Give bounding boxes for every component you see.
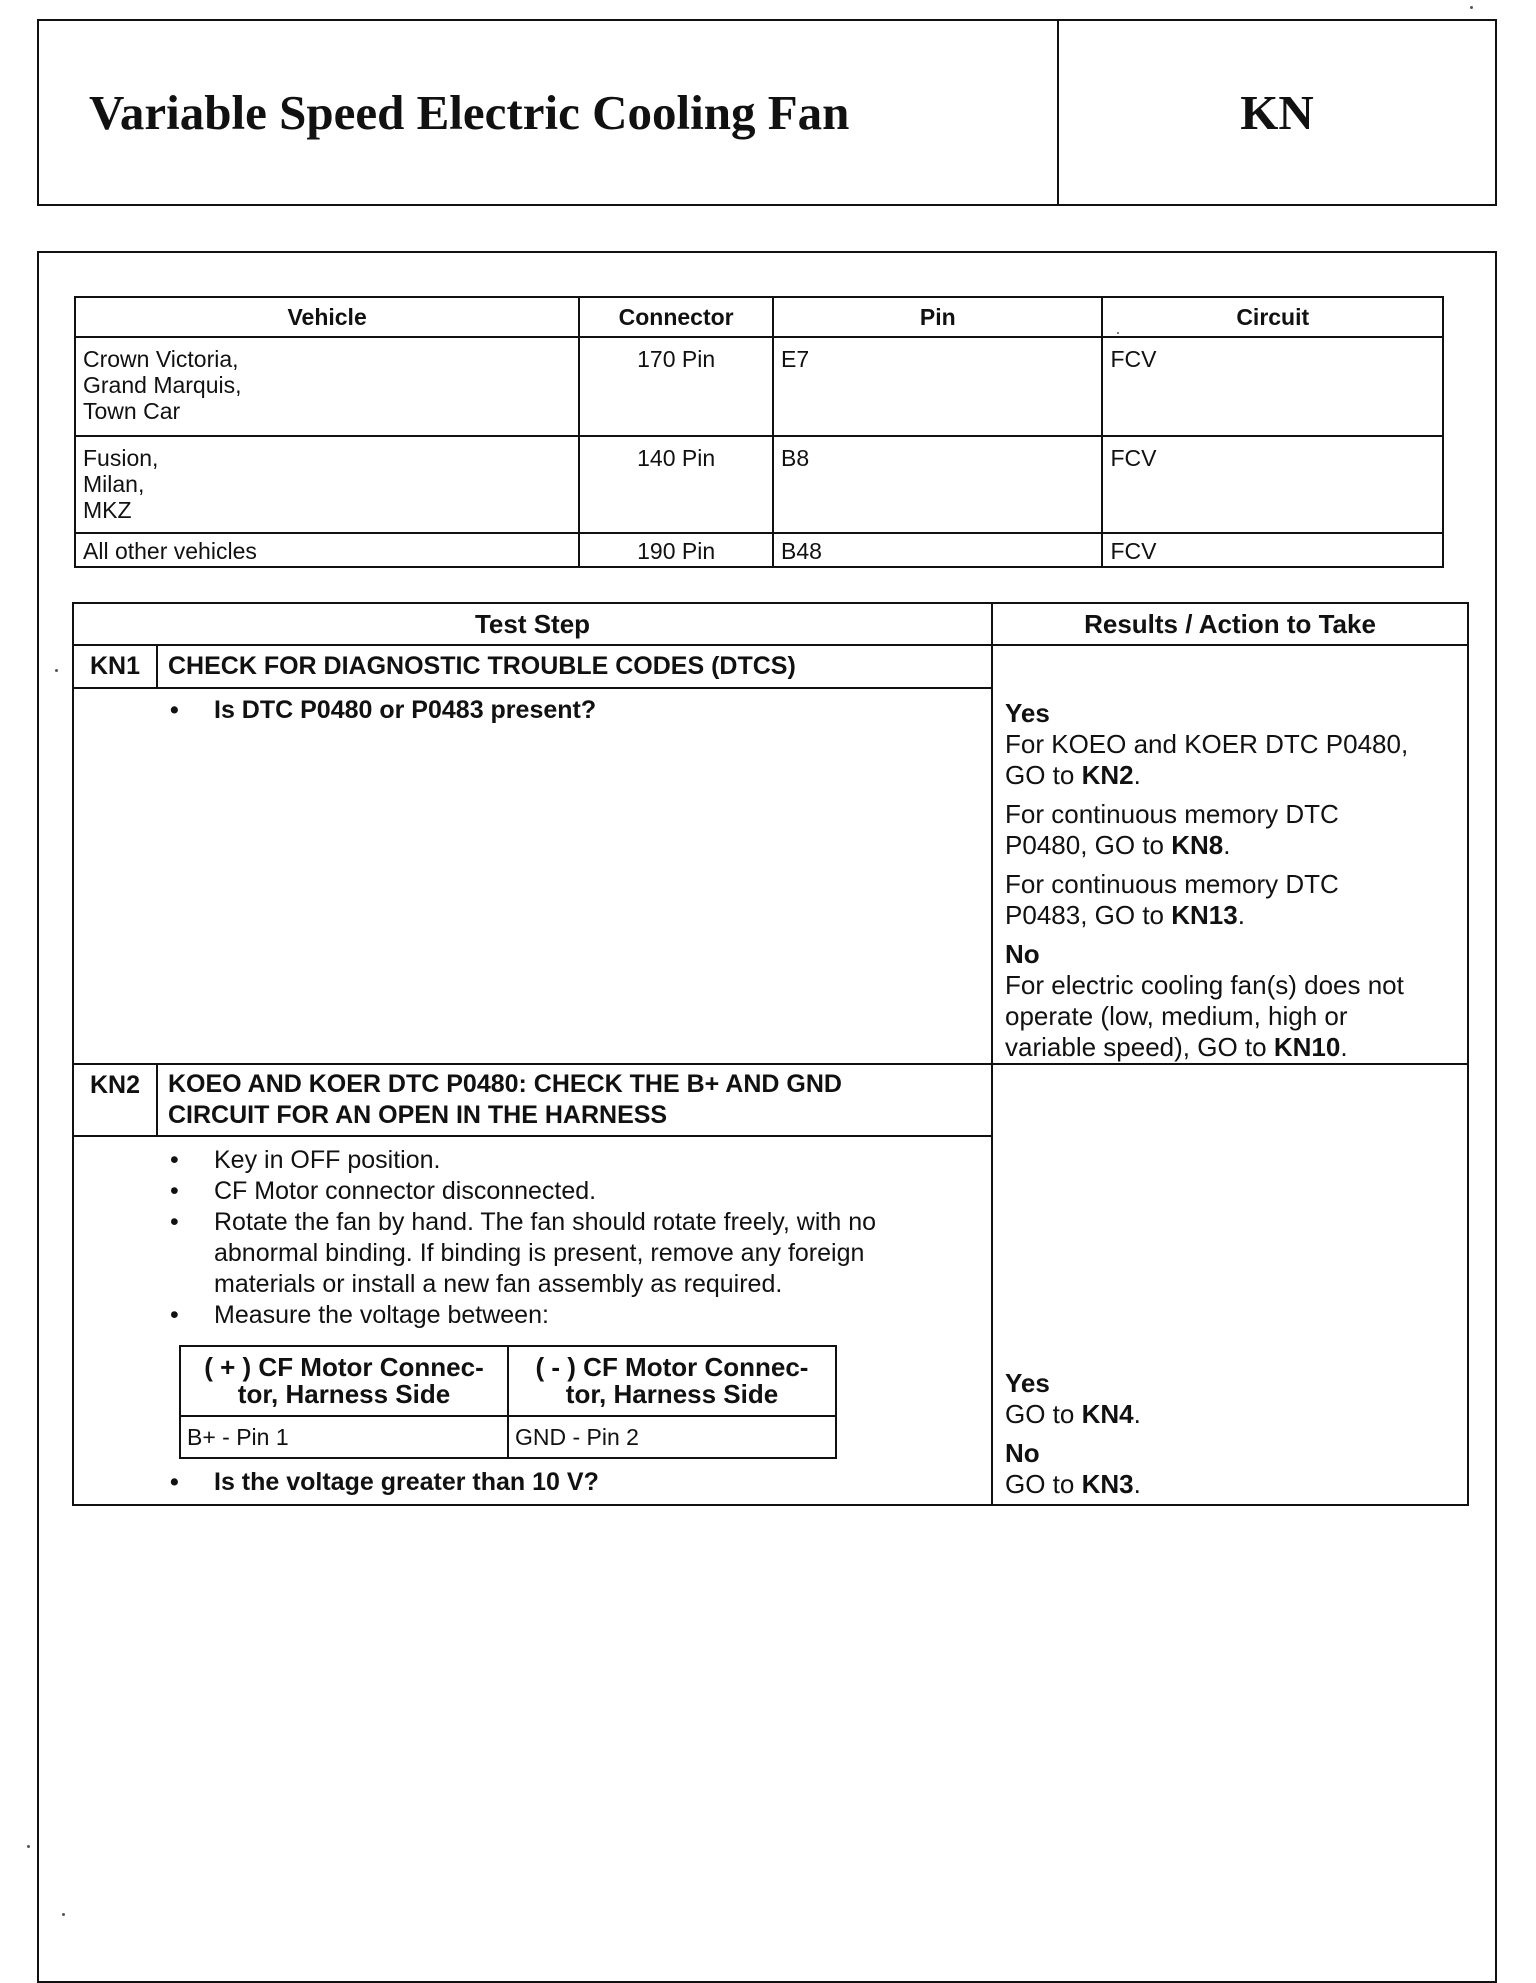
goto-step-link: KN4 bbox=[1081, 1399, 1134, 1429]
step-question: • Is DTC P0480 or P0483 present? bbox=[74, 695, 991, 726]
connector-cell: 170 Pin bbox=[579, 337, 773, 436]
vehicle-name: Grand Marquis, bbox=[83, 372, 242, 398]
circuit-cell: FCV bbox=[1102, 337, 1443, 436]
vehicle-name: All other vehicles bbox=[83, 538, 257, 564]
goto-step-link: KN10 bbox=[1273, 1032, 1341, 1062]
vehicle-connector-table bbox=[74, 296, 1444, 568]
step-results bbox=[992, 1064, 1468, 1505]
scan-speck bbox=[27, 1845, 30, 1848]
result-text: P0480, GO to KN8. bbox=[1005, 830, 1231, 860]
result-text: For continuous memory DTC bbox=[1005, 799, 1339, 829]
step-title: CHECK FOR DIAGNOSTIC TROUBLE CODES (DTCS) bbox=[157, 645, 992, 688]
result-text: For electric cooling fan(s) does not bbox=[1005, 970, 1404, 1000]
step-id: KN1 bbox=[73, 645, 157, 688]
negative-lead-header: ( - ) CF Motor Connec- tor, Harness Side bbox=[508, 1346, 836, 1416]
result-text: P0483, GO to bbox=[1005, 900, 1172, 930]
goto-step-link: KN13 bbox=[1171, 900, 1238, 930]
result-text: GO to bbox=[1005, 1399, 1082, 1429]
step-header-row bbox=[73, 1064, 1468, 1136]
goto-step-link: KN2 bbox=[1081, 760, 1134, 790]
vehicle-name: MKZ bbox=[83, 497, 132, 523]
table-row bbox=[180, 1416, 836, 1458]
result-text: GO to bbox=[1005, 1469, 1082, 1499]
vehicle-name: Milan, bbox=[83, 471, 145, 497]
result-text: For continuous memory DTC bbox=[1005, 869, 1339, 899]
yes-label: Yes bbox=[1005, 1368, 1050, 1398]
result-text: GO to KN2. bbox=[1005, 760, 1141, 790]
scan-speck bbox=[1470, 6, 1473, 9]
no-label: No bbox=[1005, 1438, 1040, 1468]
step-instruction: • Measure the voltage between: bbox=[74, 1300, 991, 1331]
result-text: P0480, GO to bbox=[1005, 830, 1172, 860]
vehicle-cell bbox=[75, 436, 579, 533]
step-header-row bbox=[73, 645, 1468, 688]
step-bullets bbox=[74, 1467, 991, 1498]
result-text: P0483, GO to KN13. bbox=[1005, 900, 1245, 930]
pin-cell: E7 bbox=[773, 337, 1102, 436]
connector-cell: 140 Pin bbox=[579, 436, 773, 533]
circuit-cell: FCV bbox=[1102, 533, 1443, 567]
vehicle-cell bbox=[75, 533, 579, 567]
table-header-row bbox=[73, 603, 1468, 645]
table-row bbox=[75, 337, 1443, 436]
result-text: GO to KN3. bbox=[1005, 1469, 1141, 1499]
scan-speck bbox=[62, 1913, 65, 1916]
yes-label: Yes bbox=[1005, 698, 1050, 728]
result-text: For KOEO and KOER DTC P0480, bbox=[1005, 729, 1409, 759]
positive-lead-pin: B+ - Pin 1 bbox=[180, 1416, 508, 1458]
step-instruction: • Rotate the fan by hand. The fan should rotate freely, with no abnormal binding. If binding is present, remove any foreign materials or install a new fan assembly as required. bbox=[74, 1207, 991, 1300]
result-text: GO to bbox=[1005, 760, 1082, 790]
step-results bbox=[992, 645, 1468, 1064]
column-header-circuit: Circuit bbox=[1102, 297, 1443, 337]
step-question: • Is the voltage greater than 10 V? bbox=[74, 1467, 991, 1498]
vehicle-name: Town Car bbox=[83, 398, 181, 424]
vehicle-name: Fusion, bbox=[83, 445, 159, 471]
column-header-results: Results / Action to Take bbox=[992, 603, 1468, 645]
column-header-connector: Connector bbox=[579, 297, 773, 337]
step-content bbox=[73, 1136, 992, 1505]
table-row bbox=[75, 436, 1443, 533]
page-title: Variable Speed Electric Cooling Fan bbox=[39, 21, 1059, 204]
vehicle-name: Crown Victoria, bbox=[83, 346, 239, 372]
test-step-table bbox=[72, 602, 1469, 1506]
positive-lead-header: ( + ) CF Motor Connec- tor, Harness Side bbox=[180, 1346, 508, 1416]
column-header-pin: Pin bbox=[773, 297, 1102, 337]
step-title-line: KOEO AND KOER DTC P0480: CHECK THE B+ AND GND bbox=[168, 1070, 842, 1098]
pin-cell: B8 bbox=[773, 436, 1102, 533]
result-text: operate (low, medium, high or bbox=[1005, 1001, 1348, 1031]
step-instruction: • CF Motor connector disconnected. bbox=[74, 1176, 991, 1207]
column-header-test-step: Test Step bbox=[73, 603, 992, 645]
table-header-row bbox=[180, 1346, 836, 1416]
measurement-table bbox=[179, 1345, 837, 1459]
no-label: No bbox=[1005, 939, 1040, 969]
title-box bbox=[37, 19, 1497, 206]
step-bullets bbox=[74, 1145, 991, 1331]
result-text: variable speed), GO to KN10. bbox=[1005, 1032, 1348, 1062]
table-header-row bbox=[75, 297, 1443, 337]
step-instruction: • Key in OFF position. bbox=[74, 1145, 991, 1176]
step-id: KN2 bbox=[73, 1064, 157, 1136]
scan-speck bbox=[1117, 332, 1119, 334]
column-header-vehicle: Vehicle bbox=[75, 297, 579, 337]
goto-step-link: KN3 bbox=[1081, 1469, 1134, 1499]
scan-speck bbox=[55, 669, 58, 672]
connector-cell: 190 Pin bbox=[579, 533, 773, 567]
negative-lead-pin: GND - Pin 2 bbox=[508, 1416, 836, 1458]
result-text: GO to KN4. bbox=[1005, 1399, 1141, 1429]
pin-cell: B48 bbox=[773, 533, 1102, 567]
table-row bbox=[75, 533, 1443, 567]
result-text: variable speed), GO to bbox=[1005, 1032, 1274, 1062]
step-title-line: CIRCUIT FOR AN OPEN IN THE HARNESS bbox=[168, 1101, 668, 1129]
section-code: KN bbox=[1240, 85, 1314, 140]
goto-step-link: KN8 bbox=[1171, 830, 1224, 860]
circuit-cell: FCV bbox=[1102, 436, 1443, 533]
vehicle-cell bbox=[75, 337, 579, 436]
step-bullets bbox=[74, 695, 991, 726]
step-content bbox=[73, 688, 992, 1064]
step-title bbox=[157, 1064, 992, 1136]
